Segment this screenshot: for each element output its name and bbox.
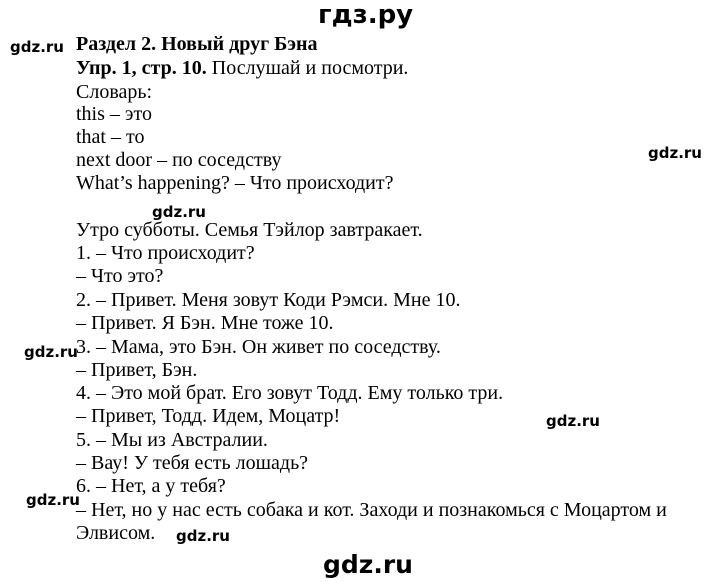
watermark-left-3: gdz.ru [26,491,80,509]
dialogue-line: Элвисом. [76,522,156,544]
vocab-item: this – это [76,103,152,125]
exercise-ref: Упр. 1, стр. 10. [76,57,207,79]
intro-text: Утро субботы. Семья Тэйлор завтракает. [76,219,423,241]
exercise-instruction: Послушай и посмотри. [206,57,409,79]
vocabulary-heading: Словарь: [76,81,153,103]
dialogue-line: – Вау! У тебя есть лошадь? [76,452,309,474]
watermark-mid-2: gdz.ru [176,527,230,545]
dialogue-line: 6. – Нет, а у тебя? [76,475,226,497]
vocab-item: What’s happening? – Что происходит? [76,172,394,194]
dialogue-line: – Что это? [76,265,164,287]
dialogue-line: 2. – Привет. Меня зовут Коди Рэмси. Мне 10. [76,289,461,311]
watermark-top: гдз.ру [318,0,414,30]
watermark-right-2: gdz.ru [546,412,600,430]
dialogue-line: 3. – Мама, это Бэн. Он живет по соседству. [76,336,441,358]
vocab-item: next door – по соседству [76,149,282,171]
dialogue-line: – Привет, Тодд. Идем, Моцатр! [76,405,341,427]
dialogue-line: 4. – Это мой брат. Его зовут Тодд. Ему только три. [76,382,504,404]
dialogue-line: – Нет, но у нас есть собака и кот. Заходи и познакомься с Моцартом и [76,499,667,521]
watermark-bottom: gdz.ru [323,550,413,579]
vocab-item: that – то [76,126,145,148]
watermark-left-2: gdz.ru [24,343,78,361]
section-title: Раздел 2. Новый друг Бэна [76,33,318,55]
watermark-left-1: gdz.ru [10,38,64,56]
dialogue-line: 5. – Мы из Австралии. [76,429,268,451]
watermark-mid-1: gdz.ru [152,203,206,221]
watermark-right-1: gdz.ru [648,144,702,162]
exercise-line [76,56,408,80]
dialogue-line: – Привет. Я Бэн. Мне тоже 10. [76,312,334,334]
dialogue-line: – Привет, Бэн. [76,359,198,381]
dialogue-line: 1. – Что происходит? [76,242,255,264]
